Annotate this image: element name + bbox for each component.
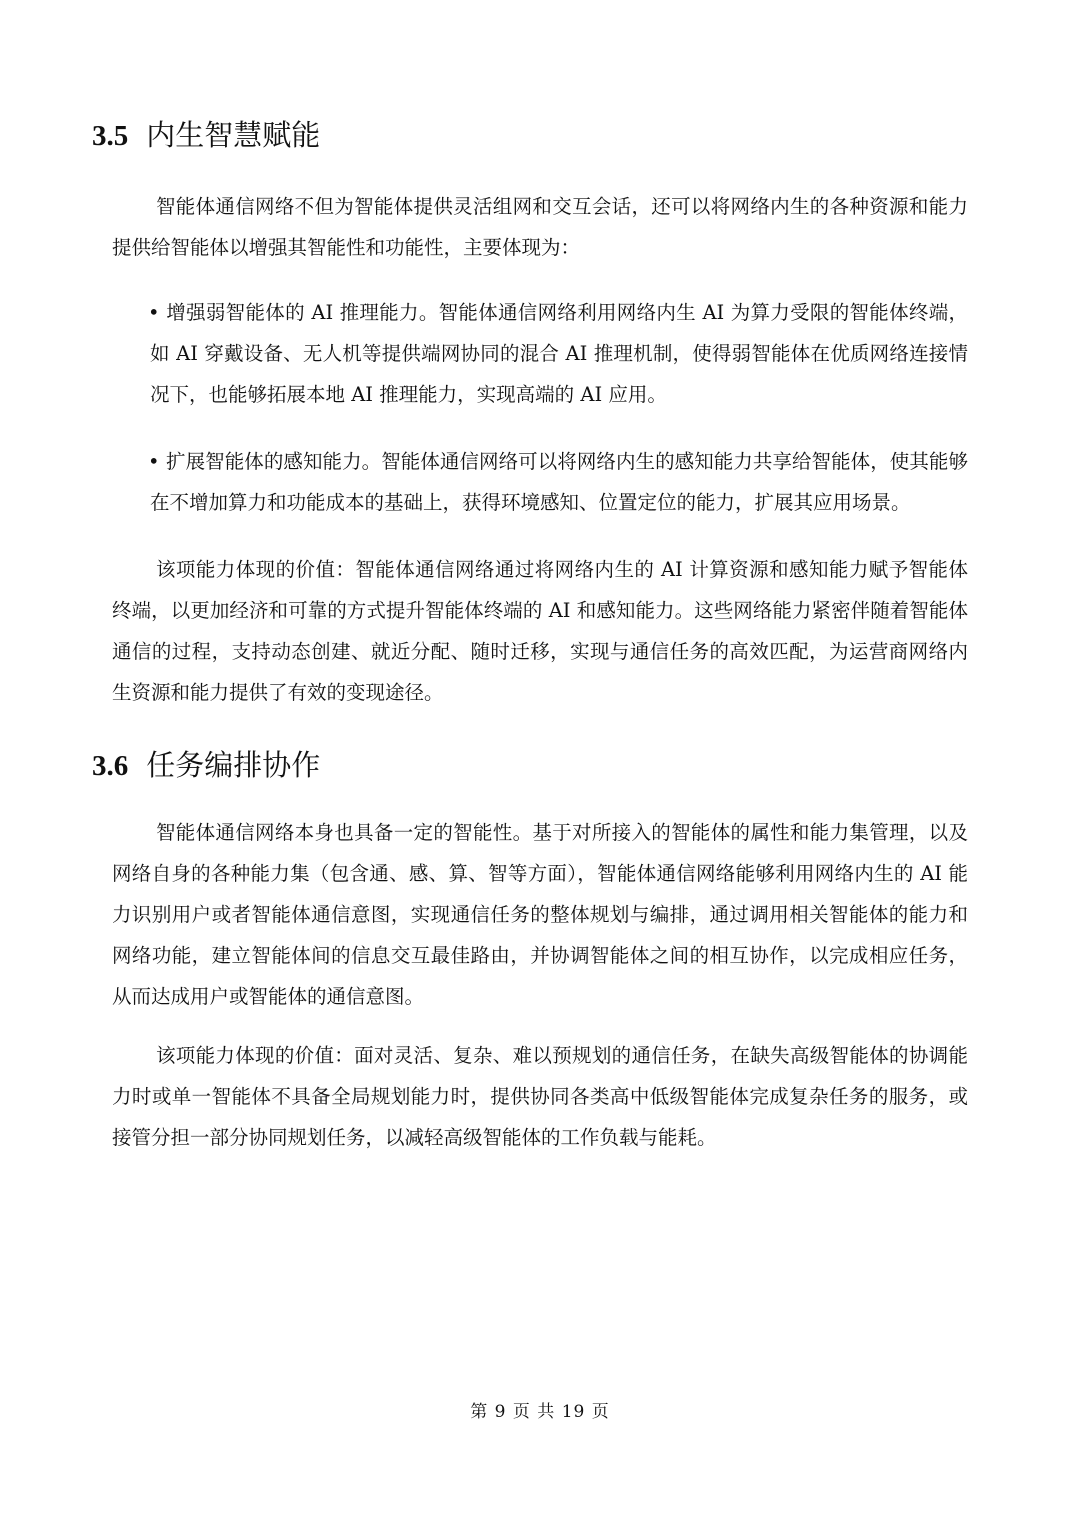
- section-title: 内生智慧赋能: [146, 120, 321, 152]
- section-intro-paragraph: 智能体通信网络不但为智能体提供灵活组网和交互会话，还可以将网络内生的各种资源和能力提供给智能体以增强其智能性和功能性，主要体现为：: [112, 195, 968, 259]
- bullet-item: [0, 292, 968, 415]
- section-number: 3.5: [92, 120, 129, 152]
- section-3-6: [0, 742, 1080, 1158]
- value-paragraph: 该项能力体现的价值：面对灵活、复杂、难以预规划的通信任务，在缺失高级智能体的协调能力时或单一智能体不具备全局规划能力时，提供协同各类高中低级智能体完成复杂任务的服务，或接管分担一部分协同规划任务，以减轻高级智能体的工作负载与能耗。: [112, 1044, 968, 1149]
- page-number-label: 第 9 页 共 19 页: [470, 1402, 610, 1422]
- bullet-marker: •: [148, 450, 160, 473]
- section-heading: [0, 742, 1080, 798]
- section-3-5: [0, 112, 1080, 713]
- bullet-item: [0, 441, 968, 523]
- section-intro-paragraph: 智能体通信网络本身也具备一定的智能性。基于对所接入的智能体的属性和能力集管理，以及网络自身的各种能力集（包含通、感、算、智等方面），智能体通信网络能够利用网络内生的 AI 能力识别用户或者智能体通信意图，实现通信任务的整体规划与编排，通过调用相关智能体的能力和网络功能，建立智能体间的信息交互最佳路由，并协调智能体之间的相互协作，以完成相应任务，从而达成用户或智能体的通信意图。: [112, 821, 968, 1008]
- value-paragraph: 该项能力体现的价值：智能体通信网络通过将网络内生的 AI 计算资源和感知能力赋予智能体终端，以更加经济和可靠的方式提升智能体终端的 AI 和感知能力。这些网络能力紧密伴随着智能体通信的过程，支持动态创建、就近分配、随时迁移，实现与通信任务的高效匹配，为运营商网络内生资源和能力提供了有效的变现途径。: [112, 558, 968, 704]
- bullet-list: [0, 292, 1080, 523]
- section-heading: [0, 112, 1080, 168]
- bullet-marker: •: [148, 301, 160, 324]
- section-number: 3.6: [92, 750, 129, 782]
- bullet-text: 扩展智能体的感知能力。智能体通信网络可以将网络内生的感知能力共享给智能体，使其能够在不增加算力和功能成本的基础上，获得环境感知、位置定位的能力，扩展其应用场景。: [150, 450, 968, 514]
- section-title: 任务编排协作: [146, 750, 321, 782]
- bullet-text: 增强弱智能体的 AI 推理能力。智能体通信网络利用网络内生 AI 为算力受限的智能体终端，如 AI 穿戴设备、无人机等提供端网协同的混合 AI 推理机制，使得弱智能体在优质网络连接情况下，也能够拓展本地 AI 推理能力，实现高端的 AI 应用。: [150, 301, 968, 406]
- page-footer: [0, 1400, 1080, 1424]
